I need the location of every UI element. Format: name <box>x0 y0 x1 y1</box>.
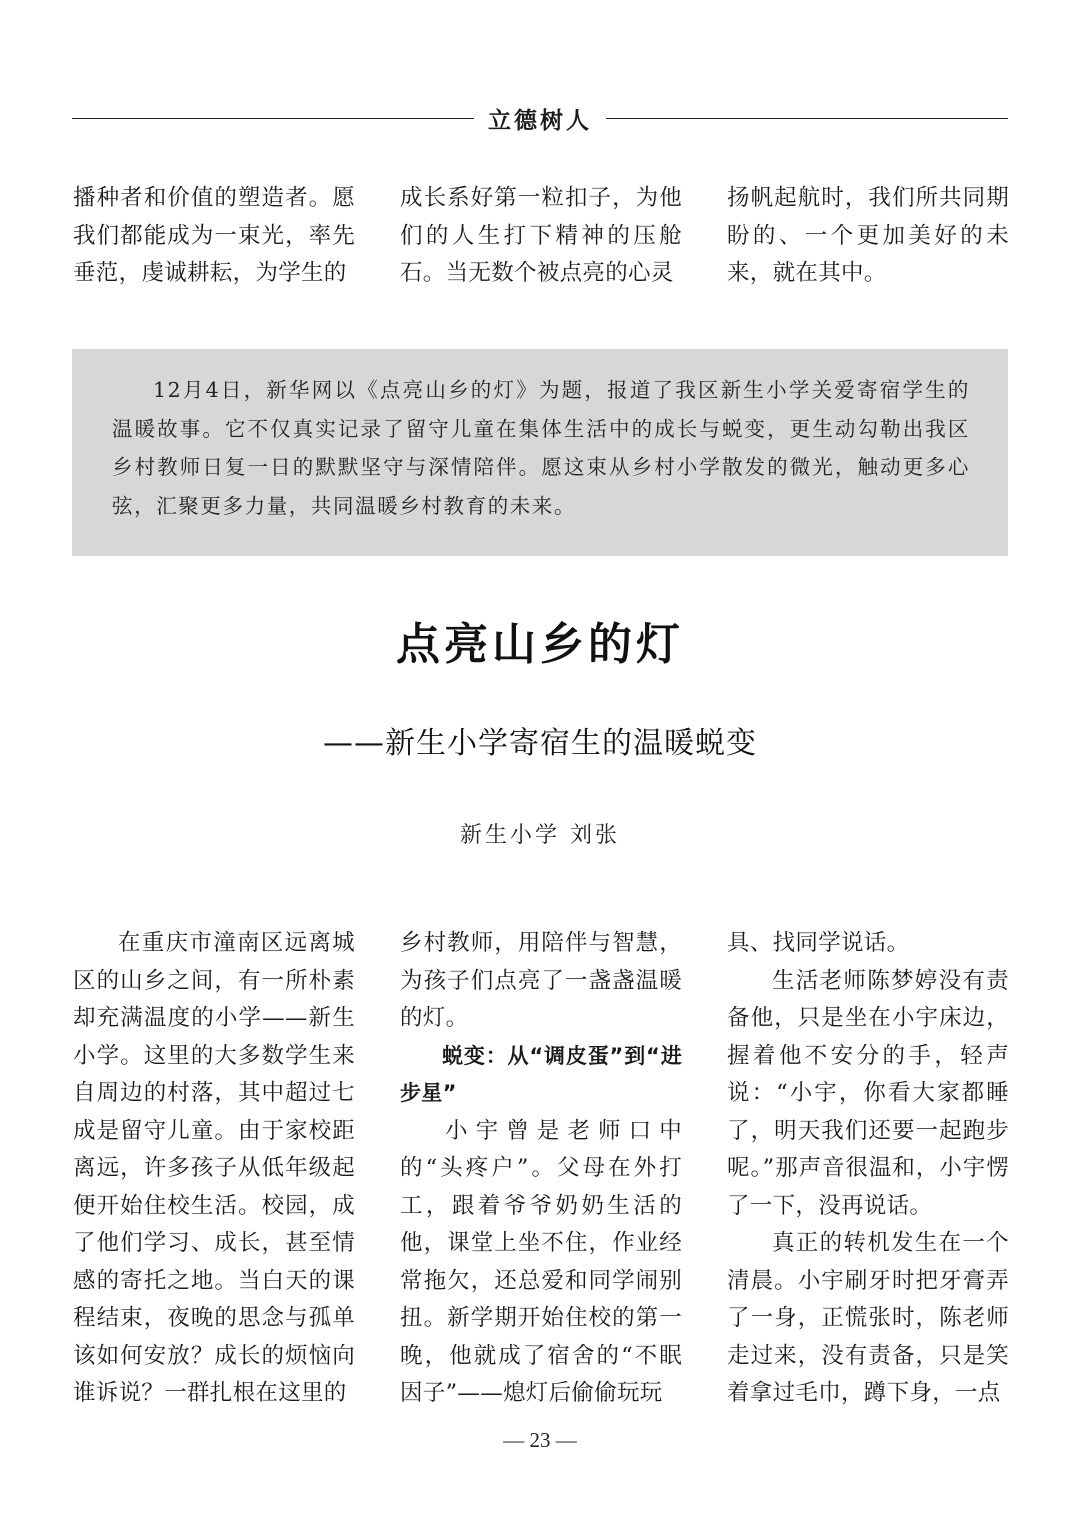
intro-text: 12月4日，新华网以《点亮山乡的灯》为题，报道了我区新生小学关爱寄宿学生的温暖故事。它不仅真实记录了留守儿童在集体生活中的成长与蜕变，更生动勾勒出我区乡村教师日复一日的默默坚守与深情陪伴。愿这束从乡村小学散发的微光，触动更多心弦，汇聚更多力量，共同温暖乡村教育的未来。 <box>112 378 970 518</box>
paragraph: 扬帆起航时，我们所共同期盼的、一个更加美好的未来，就在其中。 <box>727 185 1009 286</box>
paragraph: 播种者和价值的塑造者。愿我们都能成为一束光，率先垂范，虔诚耕耘，为学生的 <box>73 185 355 286</box>
intro-box <box>72 349 1008 556</box>
top-column-3 <box>727 180 1009 293</box>
section-title: 立德树人 <box>488 107 592 134</box>
top-column-2 <box>400 180 682 293</box>
body-column-3 <box>727 925 1009 1413</box>
header-rule-left <box>72 118 474 119</box>
paragraph: 在重庆市潼南区远离城区的山乡之间，有一所朴素却充满温度的小学——新生小学。这里的大多数学生来自周边的村落，其中超过七成是留守儿童。由于家校距离远，许多孩子从低年级起便开始住校生活。校园，成了他们学习、成长，甚至情感的寄托之地。当白天的课程结束，夜晚的思念与孤单该如何安放？成长的烦恼向谁诉说？一群扎根在这里的 <box>73 930 355 1406</box>
body-column-2 <box>400 925 682 1413</box>
running-header <box>72 100 1008 136</box>
top-column-1 <box>73 180 355 293</box>
paragraph: 成长系好第一粒扣子，为他们的人生打下精神的压舱石。当无数个被点亮的心灵 <box>400 185 682 286</box>
paragraph: 小宇曾是老师口中的“头疼户”。父母在外打工，跟着爷爷奶奶生活的他，课堂上坐不住，作业经常拖欠，还总爱和同学闹别扭。新学期开始住校的第一晚，他就成了宿舍的“不眠因子”——熄灯后偷偷玩玩 <box>400 1117 682 1406</box>
article-author: 新生小学 刘张 <box>460 823 620 848</box>
article-subtitle: ——新生小学寄宿生的温暖蜕变 <box>323 726 757 761</box>
body-column-1 <box>73 925 355 1413</box>
page-number: — 23 — <box>503 1428 577 1452</box>
paragraph: 真正的转机发生在一个清晨。小宇刷牙时把牙膏弄了一身，正慌张时，陈老师走过来，没有责备，只是笑着拿过毛巾，蹲下身，一点 <box>727 1230 1009 1406</box>
paragraph: 生活老师陈梦婷没有责备他，只是坐在小宇床边，握着他不安分的手，轻声说：“小宇，你看大家都睡了，明天我们还要一起跑步呢。”那声音很温和，小宇愣了一下，没再说话。 <box>727 967 1009 1219</box>
article-title: 点亮山乡的灯 <box>396 619 684 670</box>
section-heading: 蜕变：从“调皮蛋”到“进步星” <box>400 1043 682 1105</box>
paragraph: 具、找同学说话。 <box>727 930 910 956</box>
paragraph: 乡村教师，用陪伴与智慧，为孩子们点亮了一盏盏温暖的灯。 <box>400 930 682 1031</box>
header-rule-right <box>606 118 1008 119</box>
